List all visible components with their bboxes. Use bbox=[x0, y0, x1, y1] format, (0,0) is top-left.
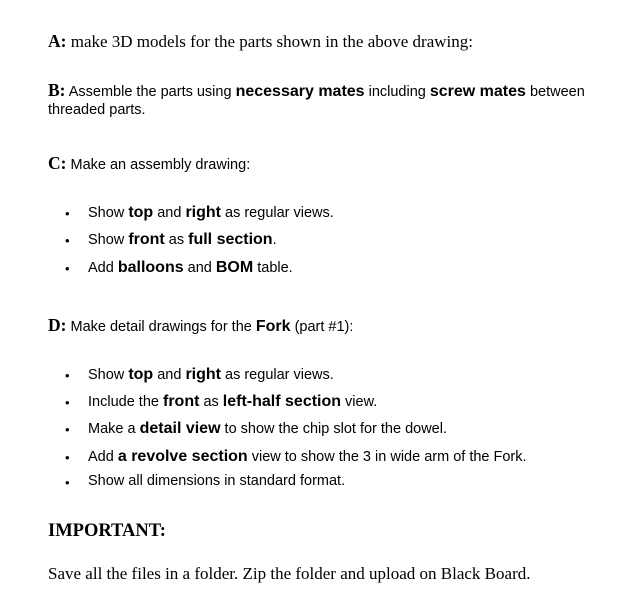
section-d-bullet-4 bbox=[88, 448, 527, 466]
bullet-bold: front bbox=[162, 393, 200, 410]
bullet-glyph: • bbox=[65, 422, 70, 437]
section-d-text-2: (part #1): bbox=[290, 319, 354, 335]
bullet-bold: right bbox=[185, 204, 221, 221]
bullet-text: . bbox=[272, 232, 277, 248]
section-c-text: Make an assembly drawing: bbox=[66, 157, 251, 173]
bullet-bold: balloons bbox=[117, 259, 184, 276]
bullet-bold: front bbox=[128, 231, 165, 248]
section-b-line-2: threaded parts. bbox=[48, 102, 146, 118]
section-d-text-1: Make detail drawings for the bbox=[66, 319, 256, 335]
bullet-text: table. bbox=[253, 260, 293, 276]
bullet-text: Add bbox=[88, 449, 118, 465]
bullet-text: as bbox=[199, 394, 223, 410]
important-heading: IMPORTANT: bbox=[48, 521, 166, 541]
bullet-text: as regular views. bbox=[220, 367, 334, 383]
bullet-text: Include the bbox=[88, 394, 163, 410]
bullet-glyph: • bbox=[65, 450, 70, 465]
bullet-bold: detail view bbox=[139, 420, 221, 437]
section-a-line bbox=[48, 31, 473, 52]
section-b-line-1 bbox=[48, 80, 585, 101]
section-d-bold: Fork bbox=[255, 318, 291, 335]
bullet-text: to show the chip slot for the dowel. bbox=[220, 421, 448, 437]
bullet-glyph: • bbox=[65, 395, 70, 410]
section-c-bullet-2 bbox=[88, 231, 277, 249]
bullet-glyph: • bbox=[65, 233, 70, 248]
section-c-bullet-3 bbox=[88, 259, 293, 277]
bullet-text: Add bbox=[88, 260, 118, 276]
bullet-text: and bbox=[153, 367, 186, 383]
bullet-bold: full section bbox=[188, 231, 273, 248]
section-d-bullet-3 bbox=[88, 420, 447, 438]
bullet-bold: a revolve section bbox=[117, 448, 248, 465]
section-b-bold-1: necessary mates bbox=[235, 83, 365, 100]
bullet-text: as bbox=[164, 232, 189, 248]
bullet-text: Show bbox=[88, 232, 129, 248]
section-d-line bbox=[48, 315, 353, 336]
bullet-text: as regular views. bbox=[220, 205, 334, 221]
bullet-bold: top bbox=[128, 204, 154, 221]
bullet-text: view. bbox=[341, 394, 378, 410]
section-a-text: make 3D models for the parts shown in the above drawing: bbox=[66, 32, 473, 51]
bullet-glyph: • bbox=[65, 261, 70, 276]
section-c-label: C: bbox=[48, 153, 67, 173]
section-d-bullet-5 bbox=[88, 473, 345, 490]
section-c-line bbox=[48, 153, 250, 174]
bullet-glyph: • bbox=[65, 206, 70, 221]
bullet-bold: top bbox=[128, 366, 154, 383]
section-d-label: D: bbox=[48, 315, 67, 335]
bullet-glyph: • bbox=[65, 368, 70, 383]
bullet-text: and bbox=[183, 260, 216, 276]
bullet-text: Show bbox=[88, 205, 129, 221]
section-d-bullet-1 bbox=[88, 366, 334, 384]
section-c-bullet-1 bbox=[88, 204, 334, 222]
bullet-bold: BOM bbox=[215, 259, 254, 276]
important-text: Save all the files in a folder. Zip the folder and upload on Black Board. bbox=[48, 564, 531, 583]
bullet-glyph: • bbox=[65, 475, 70, 490]
section-b-text-3: between bbox=[525, 84, 585, 100]
section-a-label: A: bbox=[48, 31, 67, 51]
bullet-text: Make a bbox=[88, 421, 140, 437]
section-b-bold-2: screw mates bbox=[429, 83, 526, 100]
section-d-bullet-2 bbox=[88, 393, 377, 411]
section-b-text-1: Assemble the parts using bbox=[65, 84, 236, 100]
bullet-text: Show all dimensions in standard format. bbox=[88, 473, 346, 489]
bullet-text: view to show the 3 in wide arm of the Fork. bbox=[247, 449, 527, 465]
section-b-label: B: bbox=[48, 80, 66, 100]
bullet-text: and bbox=[153, 205, 186, 221]
section-b-text-2: including bbox=[364, 84, 430, 100]
bullet-text: Show bbox=[88, 367, 129, 383]
bullet-bold: left-half section bbox=[222, 393, 342, 410]
bullet-bold: right bbox=[185, 366, 221, 383]
